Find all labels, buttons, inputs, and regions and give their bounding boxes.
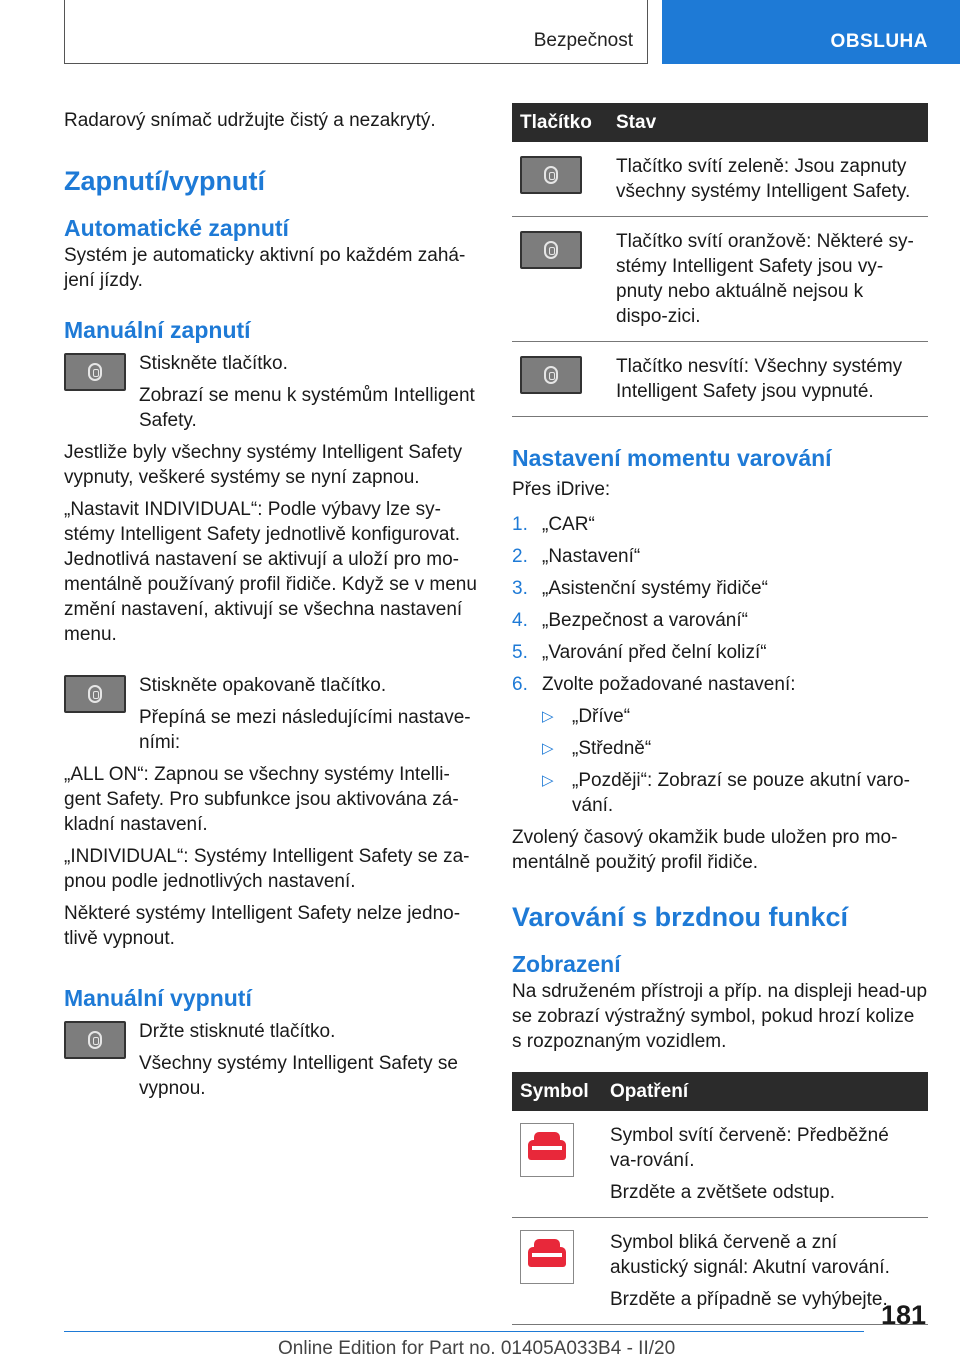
collision-warning-car-icon [520,1230,574,1284]
heading-display: Zobrazení [512,951,621,977]
saved-text: Zvolený časový okamžik bude uložen pro mo-mentálně použitý profil řidiče. [512,827,898,873]
list-item: 3. „Asistenční systémy řidiče“ [512,578,768,599]
heading-auto-on: Automatické zapnutí [64,215,289,241]
header-chapter: OBSLUHA [830,31,928,52]
table-cell: Symbol svítí červeně: Předběžné va-rování. [610,1125,889,1171]
footer-divider [64,1331,864,1332]
list-item: 1. „CAR“ [512,514,595,535]
heading-on-off: Zapnutí/vypnutí [64,166,265,196]
header-chapter-box [662,0,960,64]
table-row [512,1111,928,1218]
table-cell: Tlačítko nesvítí: Všechny systémy Intelligent Safety jsou vypnuté. [608,342,928,417]
hold-button-row [64,1019,478,1101]
heading-warning-timing: Nastavení momentu varování [512,445,832,471]
auto-on-text: Systém je automaticky aktivní po každém zahá-jení jízdy. [64,245,466,291]
table-row [512,342,928,417]
option-item: ▷ „Později“: Zobrazí se pouze akutní varo-vání. [542,770,910,816]
option-item: ▷ „Dříve“ [542,706,631,727]
table-row [512,217,928,342]
all-off-result-text: Všechny systémy Intelligent Safety se vypnou. [139,1053,458,1099]
footer-edition: Online Edition for Part no. 01405A033B4 - II/20 [278,1338,676,1359]
press-repeat-text: Stiskněte opakovaně tlačítko. [139,675,387,696]
steps-list [512,512,928,697]
list-item: 6. Zvolte požadované nastavení: [512,674,796,695]
individual-setting-text: „Nastavit INDIVIDUAL“: Podle výbavy lze sy-stémy Intelligent Safety jednotlivě konfigurovat. Jednotlivá nastavení se aktivují a uloží pro mo-mentálně používaný profil řidiče. Když se v menu změní nastavení, aktivují se všechna nastavení menu. [64,499,477,645]
menu-shown-text: Zobrazí se menu k systémům Intelligent Safety. [139,385,475,431]
collision-warning-car-icon [520,1123,574,1177]
press-repeat-row [64,673,478,755]
list-item: 2. „Nastavení“ [512,546,641,567]
some-cannot-text: Některé systémy Intelligent Safety nelze jedno-tlivě vypnout. [64,903,461,949]
page-number: 181 [880,1300,926,1330]
table-header: Symbol [512,1072,602,1111]
heading-manual-on: Manuální zapnutí [64,317,251,343]
table-cell: Tlačítko svítí oranžově: Některé sy-stémy Intelligent Safety jsou vy-pnuty nebo aktuálně nejsou k dispo-zici. [608,217,928,342]
table-cell: Symbol bliká červeně a zní akustický signál: Akutní varování. [610,1232,890,1278]
table-cell: Tlačítko svítí zeleně: Jsou zapnuty všechny systémy Intelligent Safety. [608,142,928,217]
header-section-box [64,0,648,64]
switches-between-text: Přepíná se mezi následujícími nastave-ními: [139,707,471,753]
triangle-icon: ▷ [542,772,554,789]
safety-button-orange-icon [520,231,582,269]
via-idrive-text: Přes iDrive: [512,479,611,500]
individual-text: „INDIVIDUAL“: Systémy Intelligent Safety se za-pnou podle jednotlivých nastavení. [64,846,470,892]
table-cell: Brzděte a zvětšete odstup. [610,1182,835,1203]
table-cell: Brzděte a případně se vyhýbejte. [610,1289,888,1310]
press-button-row [64,351,478,433]
header-section: Bezpečnost [533,30,633,51]
hold-button-text: Držte stisknuté tlačítko. [139,1021,336,1042]
heading-manual-off: Manuální vypnutí [64,985,252,1011]
intro-text: Radarový snímač udržujte čistý a nezakrytý. [64,110,436,131]
list-item: 5. „Varování před čelní kolizí“ [512,642,767,663]
table-header: Opatření [602,1072,928,1111]
safety-button-icon [64,1021,126,1059]
table-header: Tlačítko [512,103,608,142]
table-header: Stav [608,103,928,142]
safety-button-icon [64,675,126,713]
triangle-icon: ▷ [542,740,554,757]
left-column [64,108,478,1101]
display-text: Na sdruženém přístroji a příp. na displeji head-up se zobrazí výstražný symbol, pokud hrozí kolize s rozpoznaným vozidlem. [512,981,928,1052]
safety-button-icon [64,353,126,391]
all-on-text: „ALL ON“: Zapnou se všechny systémy Intelli-gent Safety. Pro subfunkce jsou aktivována zá-kladní nastavení. [64,764,459,835]
safety-button-off-icon [520,356,582,394]
all-off-text: Jestliže byly všechny systémy Intelligent Safety vypnuty, veškeré systémy se nyní zapnou. [64,442,463,488]
table-row [512,142,928,217]
symbol-table [512,1072,928,1325]
safety-button-green-icon [520,156,582,194]
list-item: 4. „Bezpečnost a varování“ [512,610,748,631]
triangle-icon: ▷ [542,708,554,725]
press-button-text: Stiskněte tlačítko. [139,353,288,374]
button-status-table [512,103,928,417]
heading-brake-warning: Varování s brzdnou funkcí [512,902,849,932]
table-row [512,1218,928,1325]
right-column [512,103,928,1325]
option-item: ▷ „Středně“ [542,738,652,759]
